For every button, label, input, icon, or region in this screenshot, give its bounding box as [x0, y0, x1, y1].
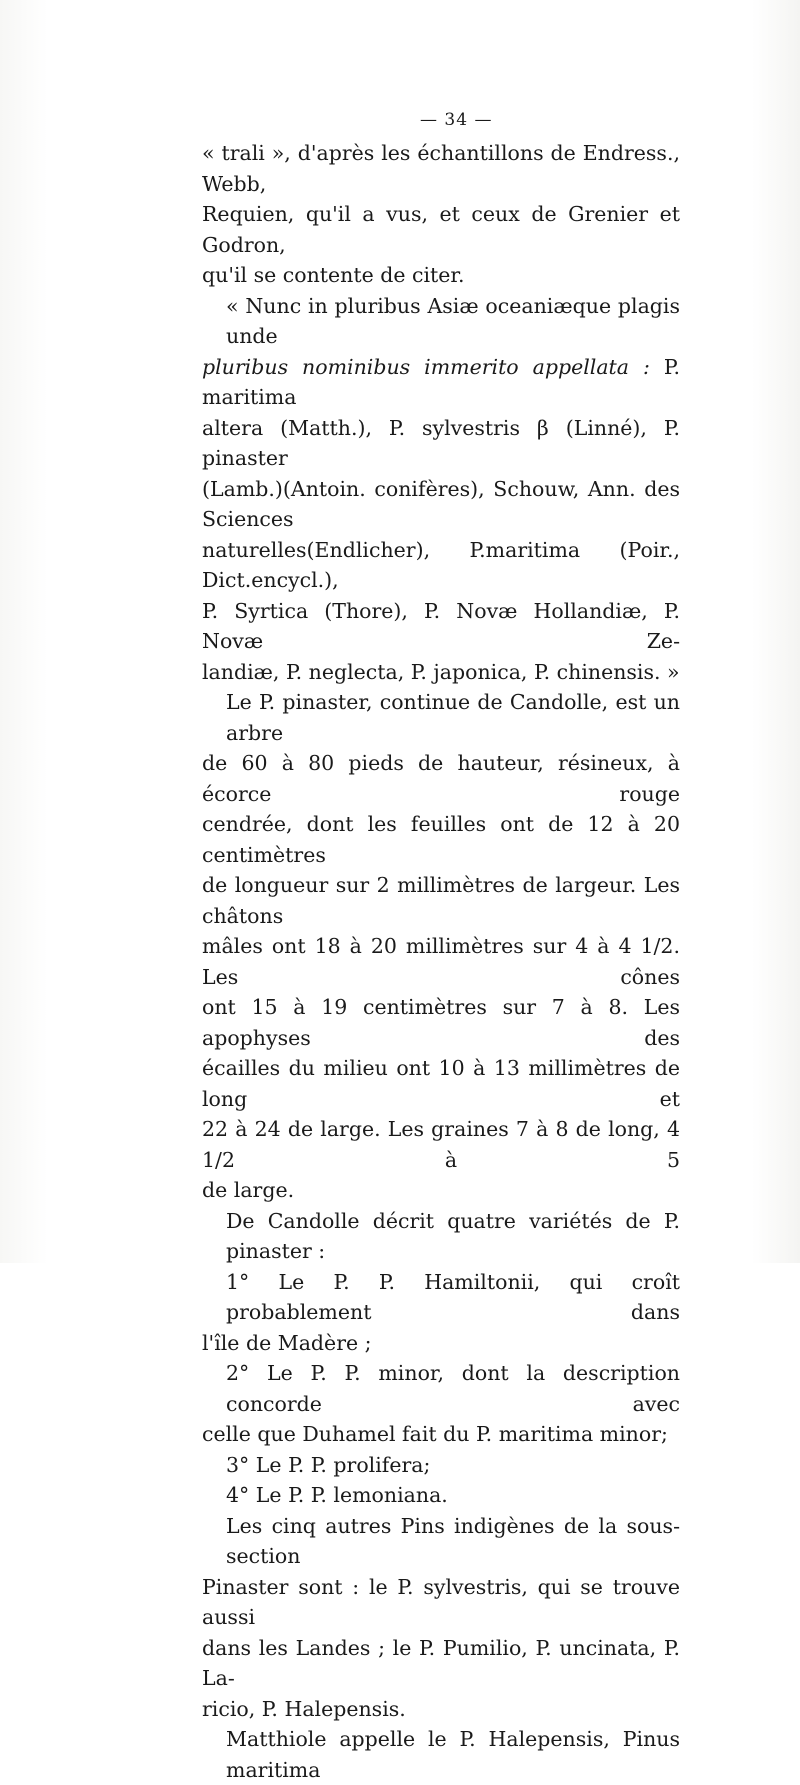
text-line: cendrée, dont les feuilles ont de 12 à 20 centimètres	[202, 812, 680, 867]
text-line: 22 à 24 de large. Les graines 7 à 8 de long, 4 1/2 à 5	[202, 1117, 680, 1172]
text-line: mâles ont 18 à 20 millimètres sur 4 à 4 1/2. Les cônes	[202, 934, 680, 989]
text-line: de large.	[202, 1178, 295, 1202]
italic-phrase: pluribus nominibus immerito appellata :	[202, 354, 650, 379]
text-line: « Nunc in pluribus Asiæ oceaniæque plagis unde	[226, 293, 680, 348]
text-line: 1° Le P. P. Hamiltonii, qui croît probablement dans	[226, 1269, 680, 1324]
text-line	[202, 352, 680, 413]
paragraph	[202, 138, 680, 291]
text-line: Le P. pinaster, continue de Candolle, est un arbre	[226, 690, 680, 745]
paragraph	[202, 1511, 680, 1725]
paragraph	[202, 1724, 680, 1785]
text-line: altera (Matth.), P. sylvestris β (Linné), P. pinaster	[202, 415, 680, 470]
text-line: (Lamb.)(Antoin. conifères), Schouw, Ann. des Sciences	[202, 476, 680, 531]
text-line: 4° Le P. P. lemoniana.	[226, 1483, 448, 1507]
paragraph	[202, 1480, 680, 1511]
paragraph	[202, 291, 680, 688]
text-line: Matthiole appelle le P. Halepensis, Pinus maritima	[226, 1727, 680, 1782]
text-line: 3° Le P. P. prolifera;	[226, 1452, 431, 1477]
text-line: naturelles(Endlicher), P.maritima (Poir., Dict.encycl.),	[202, 537, 680, 592]
text-line: Pinaster sont : le P. sylvestris, qui se trouve aussi	[202, 1574, 680, 1629]
text-line: dans les Landes ; le P. Pumilio, P. uncinata, P. La-	[202, 1635, 680, 1690]
text-span: P. maritima	[202, 354, 680, 409]
page-number: — 34 —	[420, 110, 493, 130]
text-line: Requien, qu'il a vus, et ceux de Grenier et Godron,	[202, 202, 680, 257]
text-line: écailles du milieu ont 10 à 13 millimètres de long et	[202, 1056, 680, 1111]
text-line: De Candolle décrit quatre variétés de P. pinaster :	[226, 1208, 680, 1263]
paragraph	[202, 1206, 680, 1267]
text-line: qu'il se contente de citer.	[202, 263, 465, 287]
text-line: « trali », d'après les échantillons de Endress., Webb,	[202, 141, 680, 196]
text-line: celle que Duhamel fait du P. maritima minor;	[202, 1422, 668, 1446]
text-line: landiæ, P. neglecta, P. japonica, P. chinensis. »	[202, 659, 680, 684]
text-line: de 60 à 80 pieds de hauteur, résineux, à écorce rouge	[202, 751, 680, 806]
body-text	[202, 138, 680, 1785]
text-line: Les cinq autres Pins indigènes de la sous-section	[226, 1513, 680, 1568]
text-line: 2° Le P. P. minor, dont la description concorde avec	[226, 1361, 680, 1416]
paragraph	[202, 1267, 680, 1359]
paragraph	[202, 687, 680, 1206]
paragraph	[202, 1450, 680, 1481]
paragraph	[202, 1358, 680, 1450]
text-line: l'île de Madère ;	[202, 1330, 372, 1355]
text-line: de longueur sur 2 millimètres de largeur. Les châtons	[202, 873, 680, 928]
text-line: ont 15 à 19 centimètres sur 7 à 8. Les apophyses des	[202, 995, 680, 1050]
text-line: P. Syrtica (Thore), P. Novæ Hollandiæ, P. Novæ Ze-	[202, 598, 680, 653]
text-line: ricio, P. Halepensis.	[202, 1696, 406, 1721]
